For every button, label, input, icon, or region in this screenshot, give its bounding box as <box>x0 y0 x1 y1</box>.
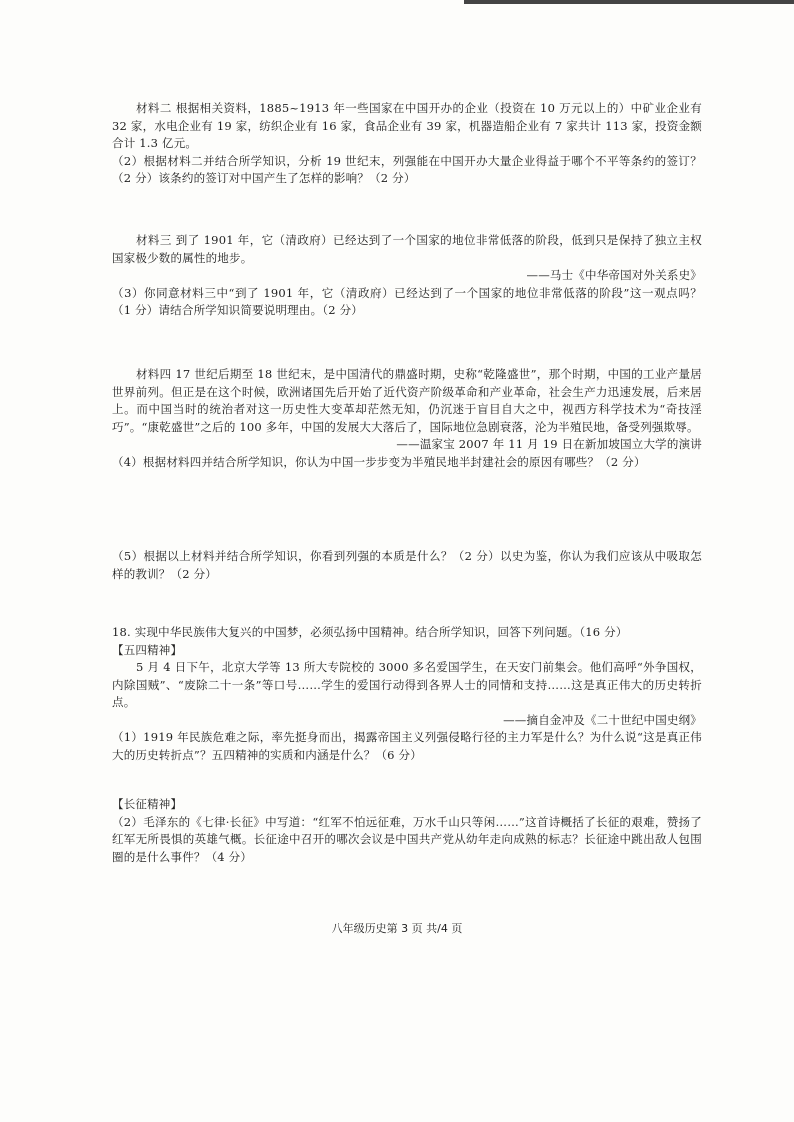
question-5-section <box>112 548 702 583</box>
material-4-source: ——温家宝 2007 年 11 月 19 日在新加坡国立大学的演讲 <box>396 437 702 451</box>
material-3-source: ——马士《中华帝国对外关系史》 <box>526 268 702 282</box>
question-4: （4）根据材料四并结合所学知识，你认为中国一步步变为半殖民地半封建社会的原因有哪些？（2 分） <box>112 454 646 469</box>
may-fourth-heading: 【五四精神】 <box>112 642 183 657</box>
question-3: （3）你同意材料三中“到了 1901 年，它（清政府）已经达到了一个国家的地位非常低落的阶段”这一观点吗？（1 分）请结合所学知识简要说明理由。（2 分） <box>112 285 702 317</box>
material-3-section <box>112 232 702 320</box>
material-4-text: 材料四 17 世纪后期至 18 世纪末，是中国清代的鼎盛时期，史称“乾隆盛世”，那个时期，中国的工业产量居世界前列。但正是在这个时候，欧洲诸国先后开始了近代资产阶级革命和产业革命，社会生产力迅速发展，后来居上。而中国当时的统治者对这一历史性大变革却茫然无知，仍沉迷于盲目自大之中，视西方科学技术为“奇技淫巧”。“康乾盛世”之后的 100 多年，中国的发展大大落后了，国际地位急剧衰落，沦为半殖民地，备受列强欺辱。 <box>112 367 702 434</box>
question-18-1: （1）1919 年民族危难之际，率先挺身而出，揭露帝国主义列强侵略行径的主力军是什么？为什么说“这是真正伟大的历史转折点”？五四精神的实质和内涵是什么？（6 分） <box>112 730 702 762</box>
long-march-section <box>112 796 702 866</box>
material-4-section <box>112 366 702 471</box>
question-2: （2）根据材料二并结合所学知识，分析 19 世纪末，列强能在中国开办大量企业得益于哪个不平等条约的签订？（2 分）该条约的签订对中国产生了怎样的影响？（2 分） <box>112 153 702 185</box>
long-march-heading: 【长征精神】 <box>112 797 183 811</box>
scan-edge-mark <box>464 0 794 4</box>
material-3-text: 材料三 到了 1901 年，它（清政府）已经达到了一个国家的地位非常低落的阶段，低到只是保持了独立主权国家极少数的属性的地步。 <box>112 233 702 265</box>
may-fourth-source: ——摘自金冲及《二十世纪中国史纲》 <box>503 712 702 727</box>
question-18-section <box>112 624 702 764</box>
page-footer: 八年级历史第 3 页 共/4 页 <box>331 922 463 935</box>
question-18-2: （2）毛泽东的《七律·长征》中写道：“红军不怕远征难，万水千山只等闲……”这首诗概括了长征的艰难，赞扬了红军无所畏惧的英雄气概。长征途中召开的哪次会议是中国共产党从幼年走向成熟的标志？长征途中跳出敌人包围圈的是什么事件？（4 分） <box>112 814 702 864</box>
material-2-section <box>112 100 702 188</box>
question-18-title: 18. 实现中华民族伟大复兴的中国梦，必须弘扬中国精神。结合所学知识，回答下列问题。（16 分） <box>112 625 628 639</box>
may-fourth-text: 5 月 4 日下午，北京大学等 13 所大专院校的 3000 多名爱国学生，在天安门前集会。他们高呼“外争国权，内除国贼”、“废除二十一条”等口号……学生的爱国行动得到各界人士的同情和支持……这是真正伟大的历史转折点。 <box>112 660 702 709</box>
question-5: （5）根据以上材料并结合所学知识，你看到列强的本质是什么？（2 分）以史为鉴，你认为我们应该从中吸取怎样的教训？（2 分） <box>112 549 702 581</box>
material-2-text: 材料二 根据相关资料，1885~1913 年一些国家在中国开办的企业（投资在 10 万元以上的）中矿业企业有 32 家，水电企业有 19 家，纺织企业有 16 家，食品企业有 39 家，机器造船企业有 7 家共计 113 家，投资金额合计 1.3 亿元。 <box>112 101 702 150</box>
